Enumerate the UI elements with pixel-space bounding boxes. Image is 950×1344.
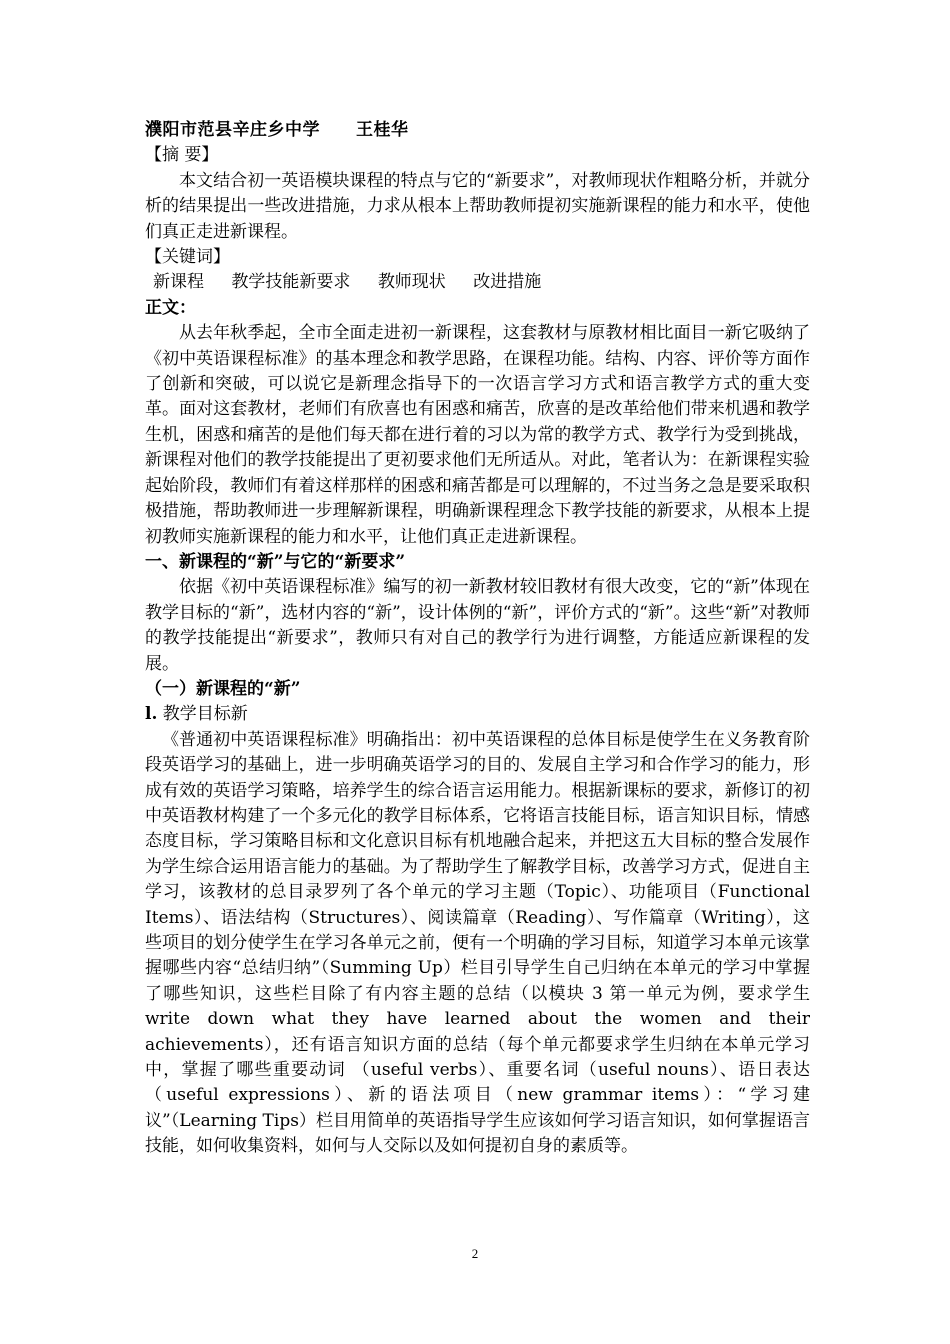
school-name: 濮阳市范县辛庄乡中学 (145, 120, 320, 140)
item-1-number: l. (145, 704, 158, 725)
keyword-item: 新课程 (153, 272, 204, 293)
author-name: 王桂华 (356, 120, 409, 140)
item-1-paragraph: 《普通初中英语课程标准》明确指出：初中英语课程的总体目标是使学生在义务教育阶段英语学习的基础上，进一步明确英语学习的目的、发展自主学习和合作学习的能力，形成有效的英语学习策略，培养学生的综合语言运用能力。根据新课标的要求，新修订的初中英语教材构建了一个多元化的教学目标体系，它将语言技能目标，语言知识目标，情感态度目标，学习策略目标和文化意识目标有机地融合起来，并把这五大目标的整合发展作为学生综合运用语言能力的基础。为了帮助学生了解教学目标，改善学习方式，促进自主学习，该教材的总目录罗列了各个单元的学习主题（Topic）、功能项目（Functional Items）、语法结构（Structures）、阅读篇章（Reading）、写作篇章（Writing），这些项目的划分使学生在学习各单元之前，便有一个明确的学习目标，知道学习本单元该掌握哪些内容“总结归纳”（Summing Up）栏目引导学生自己归纳在本单元的学习中掌握了哪些知识，这些栏目除了有内容主题的总结（以模块 3 第一单元为例，要求学生 write down what they have learned about the women and their achievements），还有语言知识方面的总结（每个单元都要求学生归纳在本单元学习中，掌握了哪些重要动词 （useful verbs）、重要名词（useful nouns）、语日表达（useful expressions）、新的语法项目（new grammar items）：“学习建议”（Learning Tips）栏目用简单的英语指导学生应该如何学习语言知识，如何掌握语言技能，如何收集资料，如何与人交际以及如何提初自身的素质等。 (145, 729, 810, 1157)
document-page (145, 118, 810, 1160)
body-label: 正文： (145, 297, 196, 318)
keywords-list (145, 270, 810, 295)
keywords-heading: 【关键词】 (145, 247, 230, 268)
item-1-heading (145, 702, 810, 727)
keyword-item: 改进措施 (473, 272, 542, 293)
section-1-paragraph: 依据《初中英语课程标准》编写的初一新教材较旧教材有很大改变，它的“新”体现在教学目标的“新”，选材内容的“新”，设计体例的“新”，评价方式的“新”。这些“新”对教师的教学技能提出“新要求”，教师只有对自己的教学行为进行调整，方能适应新课程的发展。 (145, 577, 810, 674)
keyword-item: 教师现状 (377, 272, 446, 293)
item-1-title: 教学目标新 (162, 704, 248, 725)
intro-paragraph: 从去年秋季起，全市全面走进初一新课程，这套教材与原教材相比面目一新它吸纳了《初中英语课程标准》的基本理念和教学思路，在课程功能。结构、内容、评价等方面作了创新和突破，可以说它是新理念指导下的一次语言学习方式和语言教学方式的重大变革。面对这套教材，老师们有欣喜也有困惑和痛苦，欣喜的是改革给他们带来机遇和教学生机，困惑和痛苦的是他们每天都在进行着的习以为常的教学方式、教学行为受到挑战，新课程对他们的教学技能提出了更初要求他们无所适从。对此，笔者认为：在新课程实验起始阶段，教师们有着这样那样的困惑和痛苦都是可以理解的，不过当务之急是要采取积极措施，帮助教师进一步理解新课程，明确新课程理念下教学技能的新要求，从根本上提初教师实施新课程的能力和水平，让他们真正走进新课程。 (145, 323, 810, 547)
author-line (145, 118, 810, 143)
page-number: 2 (471, 1246, 479, 1261)
subsection-1-heading: （一）新课程的“新” (145, 678, 301, 699)
keyword-item: 教学技能新要求 (231, 272, 351, 293)
abstract-text: 本文结合初一英语模块课程的特点与它的“新要求”，对教师现状作粗略分析，并就分析的结果提出一些改进措施，力求从根本上帮助教师提初实施新课程的能力和水平，使他们真正走进新课程。 (145, 170, 810, 242)
abstract-heading: 【摘 要】 (145, 145, 219, 166)
section-1-heading: 一、新课程的“新”与它的“新要求” (145, 551, 406, 572)
